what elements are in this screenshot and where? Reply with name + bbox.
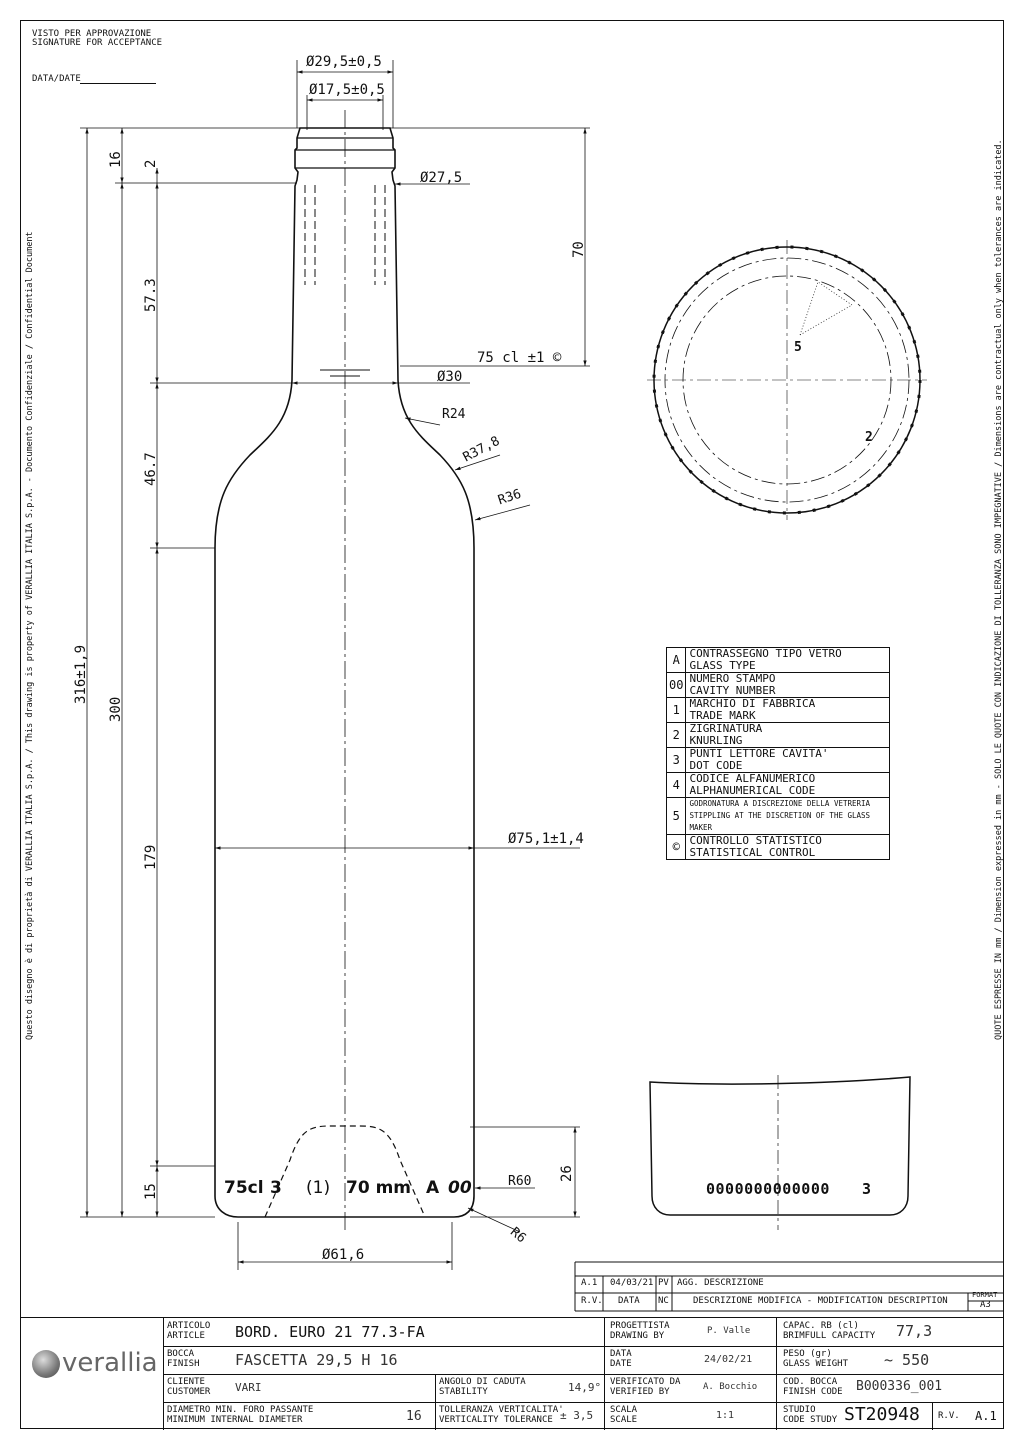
legend-row: 2 ZIGRINATURA KNURLING (667, 723, 890, 748)
verallia-logo-icon (32, 1350, 60, 1378)
dim-h-179: 179 (143, 844, 159, 870)
radius-r60: R60 (508, 1174, 532, 1189)
dim-neck: Ø30 (437, 369, 463, 385)
rev-header-rv: R.V. (581, 1296, 603, 1306)
weight-label-en: GLASS WEIGHT (783, 1359, 849, 1369)
study-label: STUDIO (783, 1405, 816, 1415)
legend-row: 1 MARCHIO DI FABBRICA TRADE MARK (667, 698, 890, 723)
scale-label-en: SCALE (610, 1415, 638, 1425)
min-diameter-label-en: MINIMUM INTERNAL DIAMETER (167, 1415, 303, 1425)
rev-by: PV (658, 1278, 669, 1288)
confidential-note: Questo disegno è di proprietà di VERALLIA ITALIA S.p.A. / This drawing is property of VERALLIA ITALIA S.p.A. - Documento Confidenziale / Confidential Document (25, 231, 35, 1040)
capacity-label: CAPAC. RB (cl) (783, 1321, 859, 1331)
verticality-label-en: VERTICALITY TOLERANCE (439, 1415, 553, 1425)
capacity-label-en: BRIMFULL CAPACITY (783, 1331, 876, 1341)
stability-label: ANGOLO DI CADUTA (439, 1377, 526, 1387)
finish-code-label: COD. BOCCA (783, 1377, 838, 1387)
rv-value: A.1 (975, 1409, 997, 1423)
dim-body: Ø75,1±1,4 (508, 831, 584, 847)
designer-label-en: DRAWING BY (610, 1331, 665, 1341)
dim-top-outer: Ø29,5±0,5 (306, 54, 382, 70)
dim-h-70: 70 (571, 241, 587, 258)
heel-trademark: (1) (306, 1178, 331, 1198)
study-value: ST20948 (844, 1404, 920, 1425)
verified-label-en: VERIFIED BY (610, 1387, 670, 1397)
top-view-mark-5: 5 (794, 340, 802, 355)
dim-h-16: 16 (108, 151, 124, 168)
legend-row: 00 NUMERO STAMPO CAVITY NUMBER (667, 673, 890, 698)
title-block (20, 1317, 1004, 1430)
customer-value: VARI (235, 1381, 262, 1394)
verified-value: A. Bocchio (703, 1382, 758, 1392)
dot-code: 0000000000000 (706, 1180, 830, 1198)
dim-top-inner: Ø17,5±0,5 (309, 82, 385, 98)
rev-desc: AGG. DESCRIZIONE (677, 1278, 764, 1288)
radius-r24: R24 (442, 407, 466, 422)
capacity-value: 77,3 (896, 1322, 933, 1340)
rev-header-desc: DESCRIZIONE MODIFICA - MODIFICATION DESCRIPTION (693, 1296, 948, 1306)
format-label: FORMAT (972, 1291, 998, 1299)
heel-cavity-mark: 00 (448, 1178, 472, 1198)
finish-code-value: B000336_001 (856, 1379, 943, 1394)
article-value: BORD. EURO 21 77.3-FA (235, 1323, 425, 1341)
customer-label-en: CUSTOMER (167, 1387, 211, 1397)
designer-label: PROGETTISTA (610, 1321, 670, 1331)
scale-value: 1:1 (716, 1410, 735, 1421)
designer-value: P. Valle (707, 1326, 751, 1336)
top-view-mark-2: 2 (865, 430, 873, 445)
heel-height-mark: 70 mm (346, 1178, 412, 1198)
legend-row: © CONTROLLO STATISTICO STATISTICAL CONTROL (667, 835, 890, 860)
legend-row: 3 PUNTI LETTORE CAVITA' DOT CODE (667, 748, 890, 773)
format-value: A3 (980, 1300, 991, 1310)
dim-h-46-7: 46.7 (143, 452, 159, 486)
verticality-value: ± 3,5 (560, 1409, 594, 1422)
weight-value: ~ 550 (884, 1351, 930, 1369)
verified-label: VERIFICATO DA (610, 1377, 681, 1387)
rev-date: 04/03/21 (610, 1278, 654, 1288)
heel-glass-type-mark: A (426, 1178, 440, 1198)
finish-value: FASCETTA 29,5 H 16 (235, 1351, 398, 1369)
legend-row: 4 CODICE ALFANUMERICO ALPHANUMERICAL CODE (667, 773, 890, 798)
scale-label: SCALA (610, 1405, 638, 1415)
article-label: ARTICOLO (167, 1321, 211, 1331)
radius-r37-8: R37,8 (460, 433, 503, 466)
approval-date-label: DATA/DATE (32, 74, 81, 84)
date-label: DATA (610, 1349, 632, 1359)
heel-dot-mark: 3 (270, 1178, 282, 1198)
verticality-label: TOLLERANZA VERTICALITA' (439, 1405, 564, 1415)
dim-h-316: 316±1,9 (73, 644, 89, 704)
verallia-logo: verallia (62, 1348, 158, 1378)
dimension-note: QUOTE ESPRESSE IN mm / Dimension expressed in mm - SOLO LE QUOTE CON INDICAZIONE DI TOLLERANZA SONO IMPEGNATIVE / Dimensions are contractual only when tolerances are indicated. (994, 139, 1004, 1040)
dim-h-26: 26 (559, 1165, 575, 1182)
approval-label: VISTO PER APPROVAZIONE (32, 29, 152, 39)
dim-h-57-3: 57.3 (143, 278, 159, 312)
fill-level: 75 cl ±1 © (477, 350, 562, 366)
study-label-en: CODE STUDY (783, 1415, 838, 1425)
legend-row: A CONTRASSEGNO TIPO VETRO GLASS TYPE (667, 648, 890, 673)
radius-r36: R36 (496, 486, 524, 509)
heel-capacity-mark: 75cl (224, 1178, 264, 1198)
finish-label: BOCCA (167, 1349, 195, 1359)
rev-header-nc: NC (658, 1296, 669, 1306)
customer-label: CLIENTE (167, 1377, 205, 1387)
finish-label-en: FINISH (167, 1359, 200, 1369)
dim-h-2: 2 (143, 159, 159, 168)
article-label-en: ARTICLE (167, 1331, 205, 1341)
rv-label: R.V. (938, 1411, 960, 1421)
legend-row: 5 GODRONATURA A DISCREZIONE DELLA VETRERIA STIPPLING AT THE DISCRETION OF THE GLASS MAKER (667, 798, 890, 835)
weight-label: PESO (gr) (783, 1349, 832, 1359)
dim-ring: Ø27,5 (420, 170, 463, 186)
dim-h-15: 15 (143, 1183, 159, 1200)
rev-header-date: DATA (618, 1296, 640, 1306)
dim-h-300: 300 (108, 696, 124, 722)
approval-label-en: SIGNATURE FOR ACCEPTANCE (32, 38, 163, 48)
dot-code-mark: 3 (862, 1180, 872, 1198)
finish-code-label-en: FINISH CODE (783, 1387, 843, 1397)
dim-base: Ø61,6 (322, 1247, 365, 1263)
rev-value: A.1 (581, 1278, 598, 1288)
date-value: 24/02/21 (704, 1354, 753, 1365)
min-diameter-label: DIAMETRO MIN. FORO PASSANTE (167, 1405, 314, 1415)
radius-r6: R6 (507, 1224, 529, 1247)
stability-value: 14,9° (568, 1381, 602, 1394)
stability-label-en: STABILITY (439, 1387, 488, 1397)
min-diameter-value: 16 (406, 1409, 422, 1424)
date-label-en: DATE (610, 1359, 632, 1369)
